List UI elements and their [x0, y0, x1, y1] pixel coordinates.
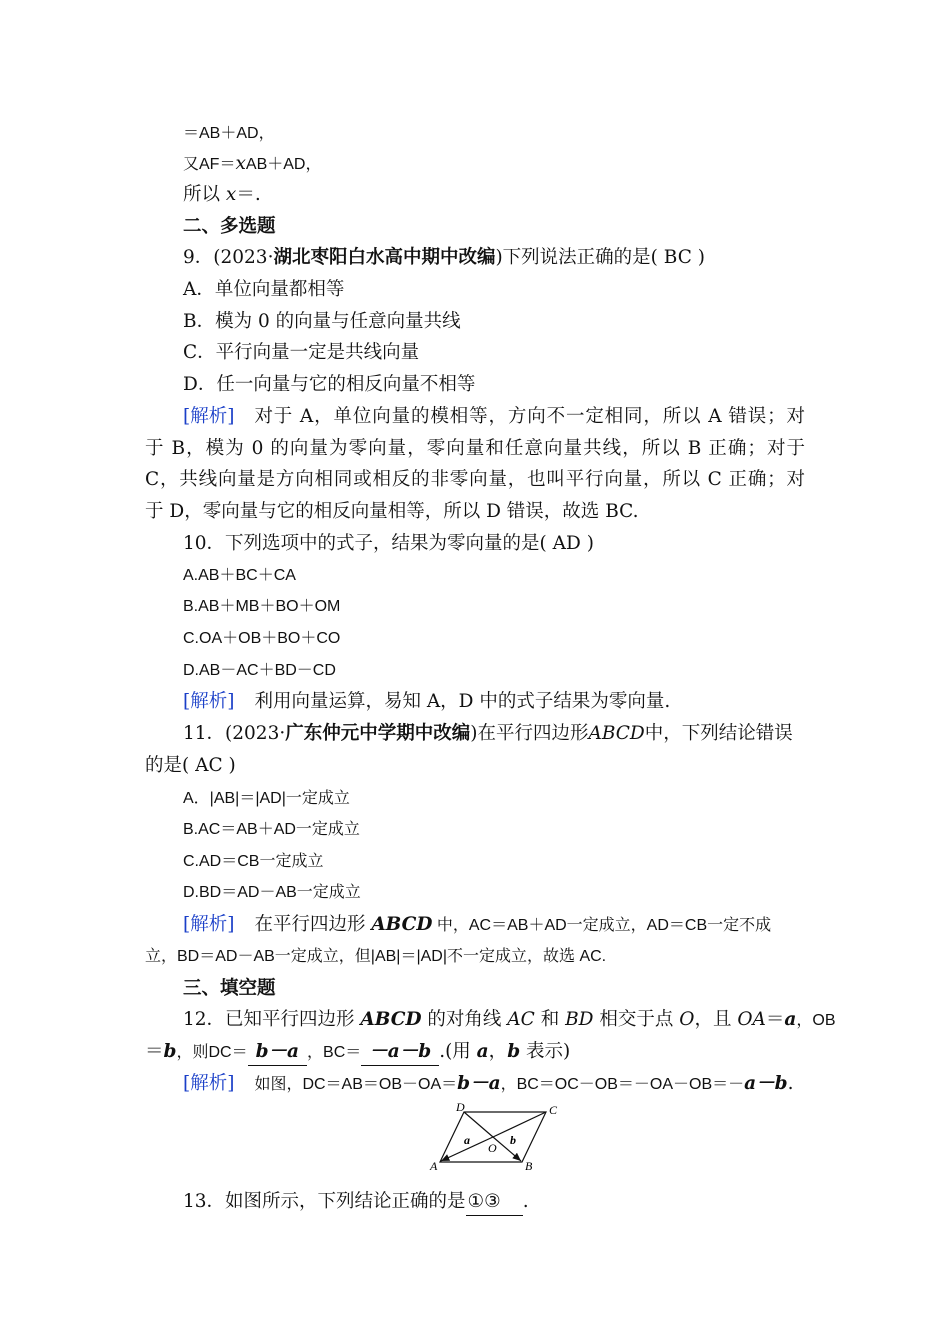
- section-title-multiple-choice: 二、多选题: [183, 216, 276, 237]
- q9-option-d: D．任一向量与它的相反向量不相等: [183, 374, 476, 395]
- q9-option-a: A．单位向量都相等: [183, 279, 345, 300]
- q11-option-a: A．|AB|＝|AD|一定成立: [183, 790, 350, 807]
- q11-stem-line-2: 的是( AC ): [145, 755, 236, 776]
- q11-stem: 11．(2023· 广东仲元中学期中改编 )在平行四边形 ABCD 中，下列结论错误: [183, 723, 793, 744]
- q12-answer-1: b－a: [248, 1039, 307, 1066]
- q12-stem-line-1: 12．已知平行四边形 ABCD 的对角线 AC 和 BD 相交于点 O，且 OA＝a，OB: [183, 1009, 836, 1030]
- q9-analysis-line-3: C，共线向量是方向相同或相反的非零向量，也叫平行向量，所以 C 正确；对: [145, 469, 805, 490]
- analysis-tag: [解析]: [183, 406, 235, 427]
- q11-analysis-line-1: [解析] 在平行四边形 ABCD 中，AC＝AB＋AD一定成立，AD＝CB一定不成: [183, 914, 772, 935]
- continuation-line-3: 所以 x＝.: [183, 184, 261, 205]
- q10-option-c: C.OA＋OB＋BO＋CO: [183, 630, 341, 647]
- q10-analysis: [解析] 利用向量运算，易知 A，D 中的式子结果为零向量.: [183, 691, 671, 712]
- q12-analysis: [解析] 如图，DC＝AB＝OB－OA＝b－a，BC＝OC－OB＝－OA－OB＝－a－b.: [183, 1073, 794, 1094]
- label-O: O: [488, 1141, 497, 1155]
- q9-analysis-line-4: 于 D，零向量与它的相反向量相等，所以 D 错误，故选 BC.: [145, 501, 639, 522]
- parallelogram-figure: [428, 1100, 568, 1176]
- analysis-tag: [解析]: [183, 914, 235, 935]
- q9-analysis-line-1: [解析] 对于 A，单位向量的模相等，方向不一定相同，所以 A 错误；对: [183, 404, 805, 430]
- continuation-line-2: 又AF＝xAB＋AD，: [183, 153, 322, 174]
- q12-stem-line-2: ＝b，则DC＝ b－a ，BC＝ －a－b .(用 a，b 表示): [145, 1039, 570, 1066]
- q9-option-b: B．模为 0 的向量与任意向量共线: [183, 311, 461, 332]
- q12-answer-2: －a－b: [361, 1039, 439, 1066]
- analysis-tag: [解析]: [183, 1073, 235, 1094]
- vector-b-arrow: [493, 1137, 521, 1161]
- q10-option-d: D.AB－AC＋BD－CD: [183, 662, 336, 679]
- q10-option-b: B.AB＋MB＋BO＋OM: [183, 598, 341, 615]
- q9-analysis-line-2: 于 B，模为 0 的向量为零向量，零向量和任意向量共线，所以 B 正确；对于: [145, 438, 805, 459]
- q13-answer: ①③: [466, 1189, 523, 1216]
- label-B: B: [525, 1159, 533, 1173]
- q11-option-b: B.AC＝AB＋AD一定成立: [183, 821, 360, 838]
- label-D: D: [456, 1100, 465, 1114]
- label-b: b: [510, 1133, 516, 1147]
- label-C: C: [549, 1103, 558, 1117]
- q11-analysis-line-2: 立，BD＝AD－AB一定成立，但|AB|＝|AD|不一定成立，故选 AC.: [145, 948, 607, 965]
- label-A: A: [430, 1159, 438, 1173]
- q9-option-c: C．平行向量一定是共线向量: [183, 342, 420, 363]
- q9-stem: 9．(2023·湖北枣阳白水高中期中改编)下列说法正确的是( BC ): [183, 247, 705, 268]
- continuation-line-1: ＝AB＋AD，: [183, 125, 275, 142]
- q13-stem: 13．如图所示，下列结论正确的是 ①③ .: [183, 1189, 529, 1216]
- q11-option-d: D.BD＝AD－AB一定成立: [183, 884, 361, 901]
- label-a: a: [464, 1133, 470, 1147]
- q10-option-a: A.AB＋BC＋CA: [183, 567, 296, 584]
- q10-stem: 10．下列选项中的式子，结果为零向量的是( AD ): [183, 533, 594, 554]
- analysis-tag: [解析]: [183, 691, 235, 712]
- section-title-fill-in: 三、填空题: [183, 978, 276, 999]
- q11-option-c: C.AD＝CB一定成立: [183, 853, 324, 870]
- diagonal-co: [493, 1112, 546, 1137]
